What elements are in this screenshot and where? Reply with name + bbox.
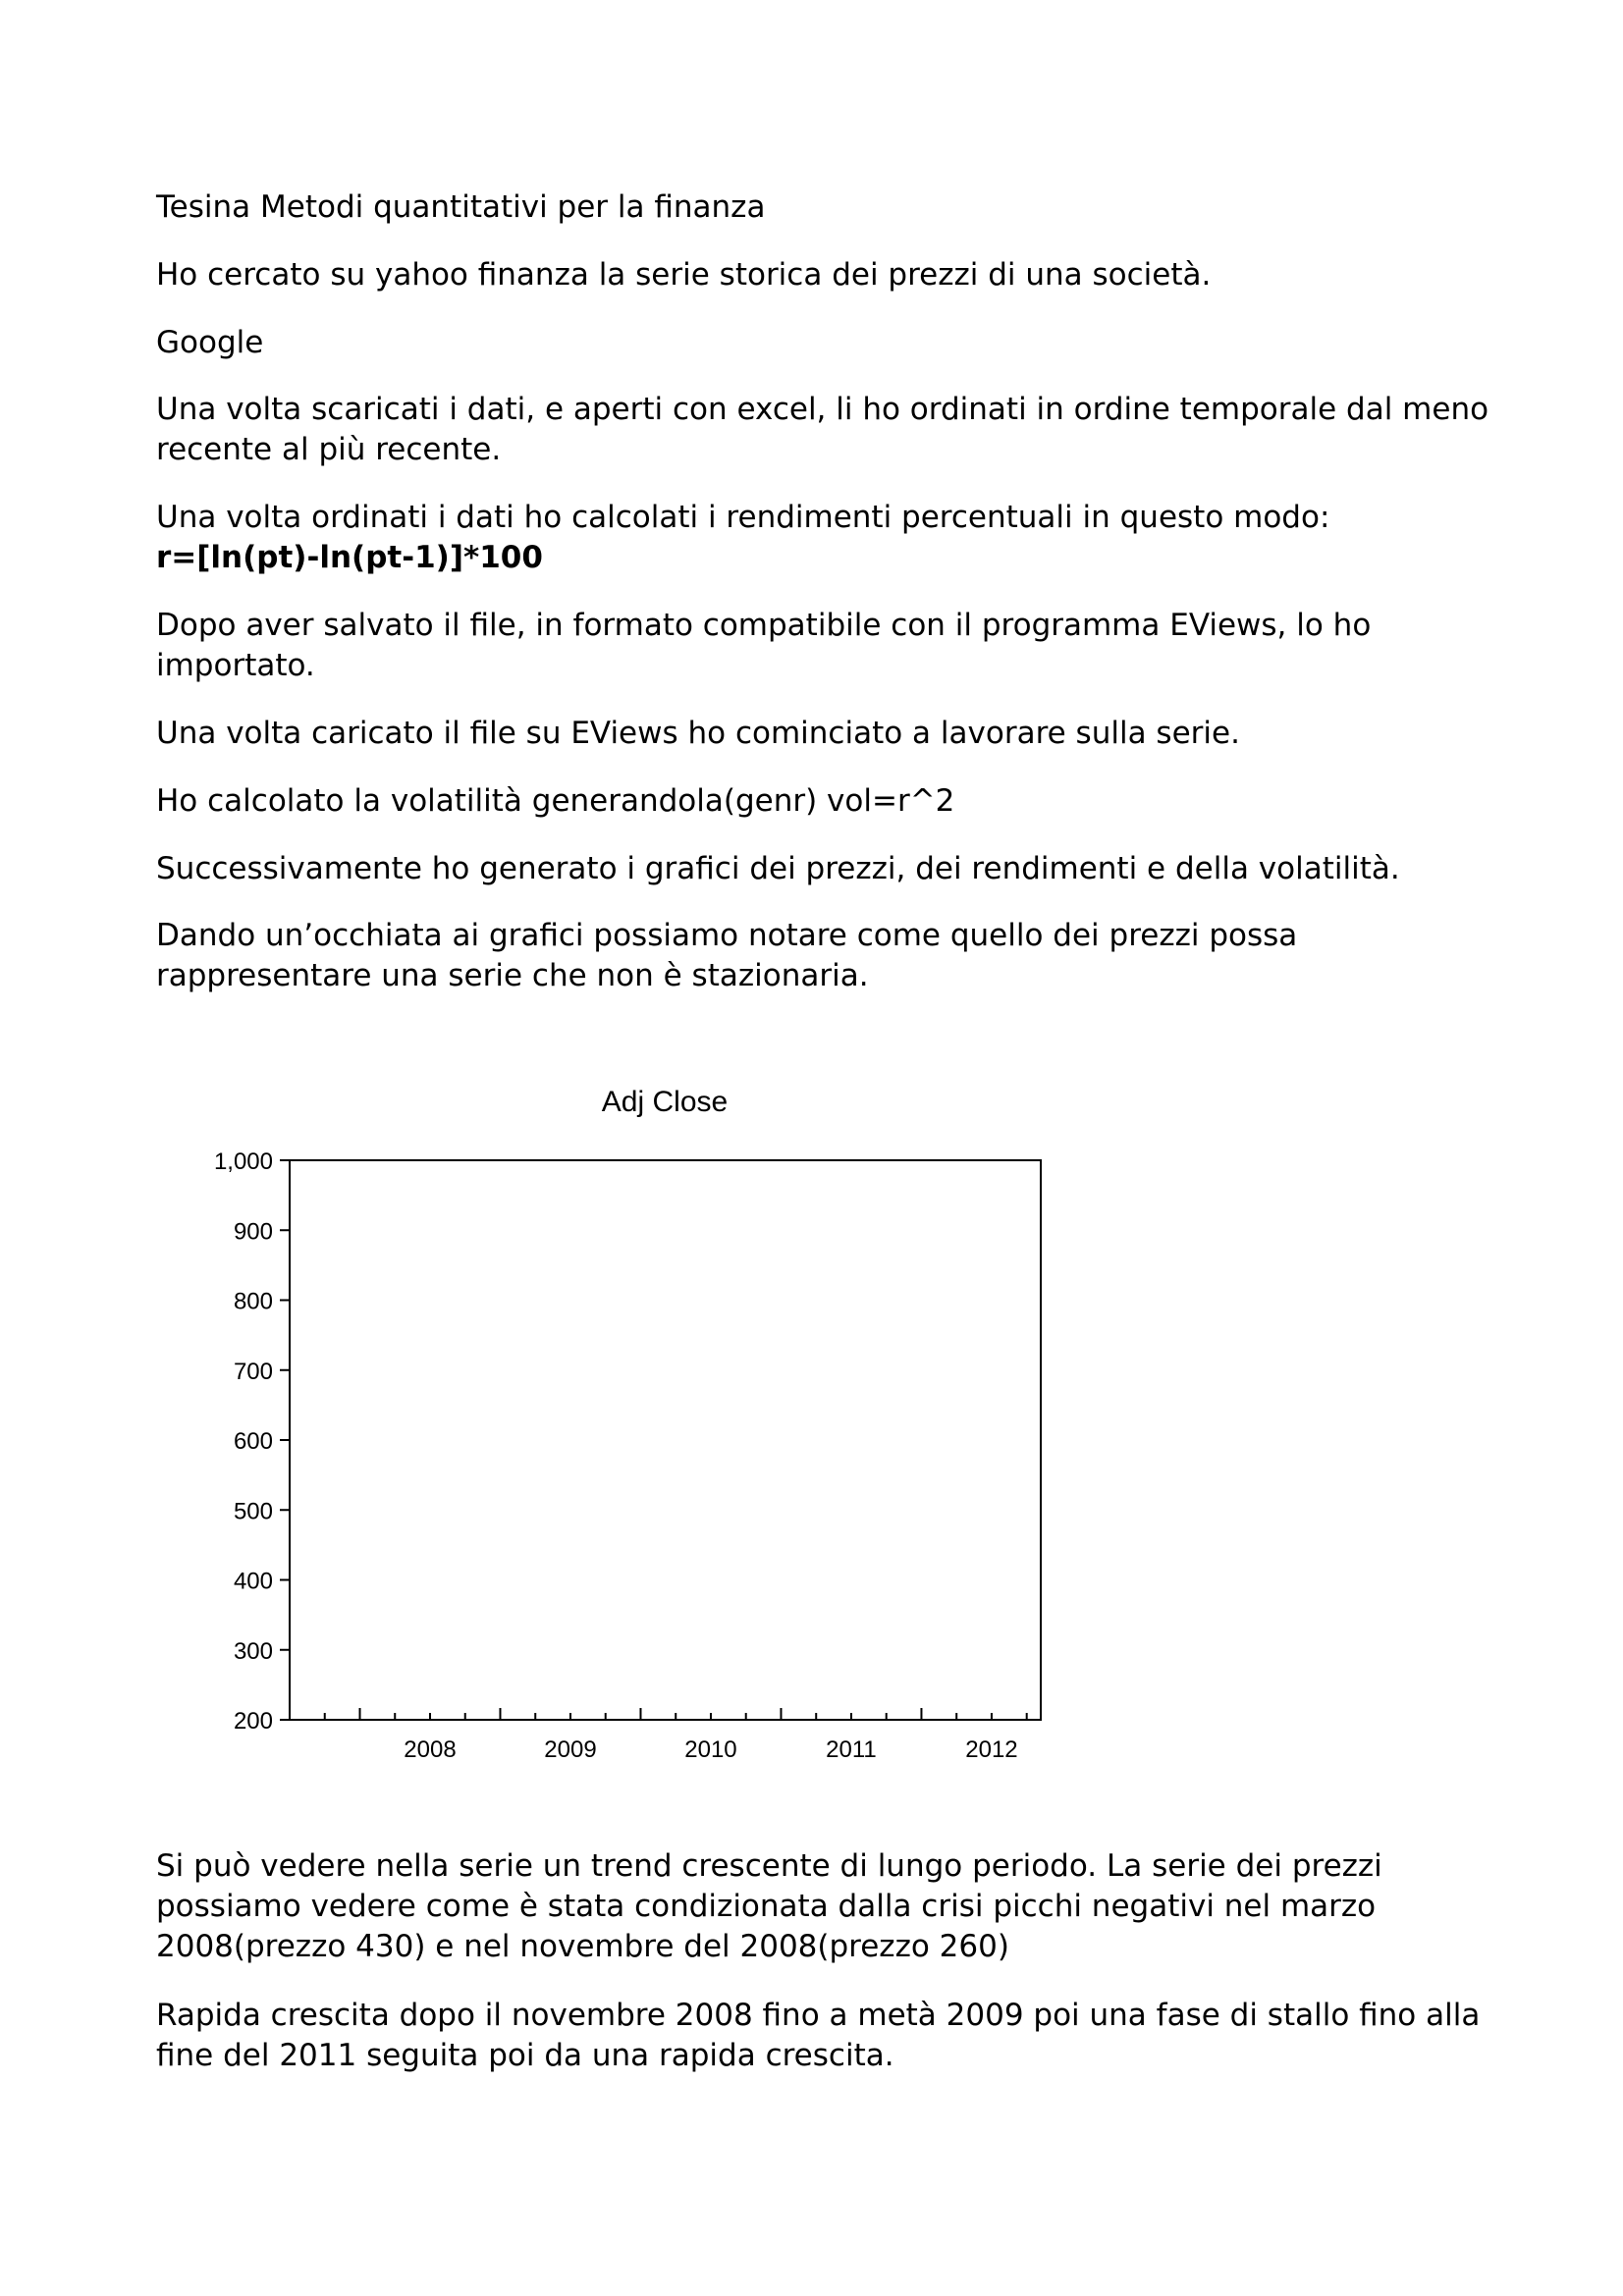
x-tick-label: 2012 xyxy=(965,1736,1018,1763)
paragraph-ordering xyxy=(156,390,1491,470)
x-tick-label: 2010 xyxy=(684,1736,737,1763)
paragraph-eviews-import-line-2: importato. xyxy=(156,648,315,683)
chart-title: Adj Close xyxy=(601,1086,729,1118)
y-tick-label: 500 xyxy=(233,1498,273,1525)
y-axis xyxy=(214,1148,290,1735)
returns-formula: r=[ln(pt)-ln(pt-1)]*100 xyxy=(156,540,543,575)
paragraph-company: Google xyxy=(156,325,264,360)
paragraph-growth-line-2: fine del 2011 seguita poi da una rapida crescita. xyxy=(156,2038,894,2073)
paragraph-returns xyxy=(156,498,1491,578)
paragraph-stationarity-line-1: Dando un’occhiata ai grafici possiamo notare come quello dei prezzi possa xyxy=(156,918,1298,953)
x-tick-label: 2008 xyxy=(404,1736,457,1763)
paragraph-charts: Successivamente ho generato i grafici dei prezzi, dei rendimenti e della volatilità. xyxy=(156,851,1400,886)
y-tick-label: 600 xyxy=(233,1428,273,1455)
paragraph-stationarity xyxy=(156,916,1491,996)
paragraph-ordering-line-2: recente al più recente. xyxy=(156,432,502,467)
y-tick-label: 1,000 xyxy=(213,1148,273,1175)
paragraph-eviews-work: Una volta caricato il file su EViews ho cominciato a lavorare sulla serie. xyxy=(156,716,1240,751)
y-tick-label: 900 xyxy=(233,1218,273,1246)
paragraph-trend-line-1: Si può vedere nella serie un trend crescente di lungo periodo. La serie dei prezzi xyxy=(156,1848,1382,1884)
paragraph-eviews-import-line-1: Dopo aver salvato il file, in formato compatibile con il programma EViews, lo ho xyxy=(156,608,1372,643)
paragraph-growth-line-1: Rapida crescita dopo il novembre 2008 fino a metà 2009 poi una fase di stallo fino alla xyxy=(156,1998,1481,2033)
paragraph-returns-line-1: Una volta ordinati i dati ho calcolati i rendimenti percentuali in questo modo: xyxy=(156,500,1330,535)
x-axis xyxy=(290,1708,1027,1763)
y-tick-label: 800 xyxy=(233,1288,273,1315)
document-title: Tesina Metodi quantitativi per la finanza xyxy=(156,189,766,225)
x-tick-label: 2009 xyxy=(544,1736,597,1763)
x-tick-label: 2011 xyxy=(826,1736,877,1763)
plot-frame xyxy=(290,1160,1041,1720)
adj-close-chart xyxy=(177,1065,1080,1791)
paragraph-eviews-import xyxy=(156,606,1491,686)
y-tick-label: 400 xyxy=(233,1568,273,1595)
paragraph-source: Ho cercato su yahoo finanza la serie storica dei prezzi di una società. xyxy=(156,257,1212,293)
paragraph-trend xyxy=(156,1846,1491,1967)
paragraph-trend-line-2: possiamo vedere come è stata condizionata dalla crisi picchi negativi nel marzo xyxy=(156,1889,1377,1924)
y-tick-label: 700 xyxy=(233,1358,273,1385)
paragraph-growth xyxy=(156,1996,1491,2076)
paragraph-volatility: Ho calcolato la volatilità generandola(genr) vol=r^2 xyxy=(156,783,955,819)
y-tick-label: 200 xyxy=(233,1708,273,1735)
paragraph-stationarity-line-2: rappresentare una serie che non è stazionaria. xyxy=(156,958,869,993)
paragraph-trend-line-3: 2008(prezzo 430) e nel novembre del 2008(prezzo 260) xyxy=(156,1929,1009,1964)
y-tick-label: 300 xyxy=(233,1637,273,1665)
paragraph-ordering-line-1: Una volta scaricati i dati, e aperti con excel, li ho ordinati in ordine temporale dal meno xyxy=(156,392,1489,427)
